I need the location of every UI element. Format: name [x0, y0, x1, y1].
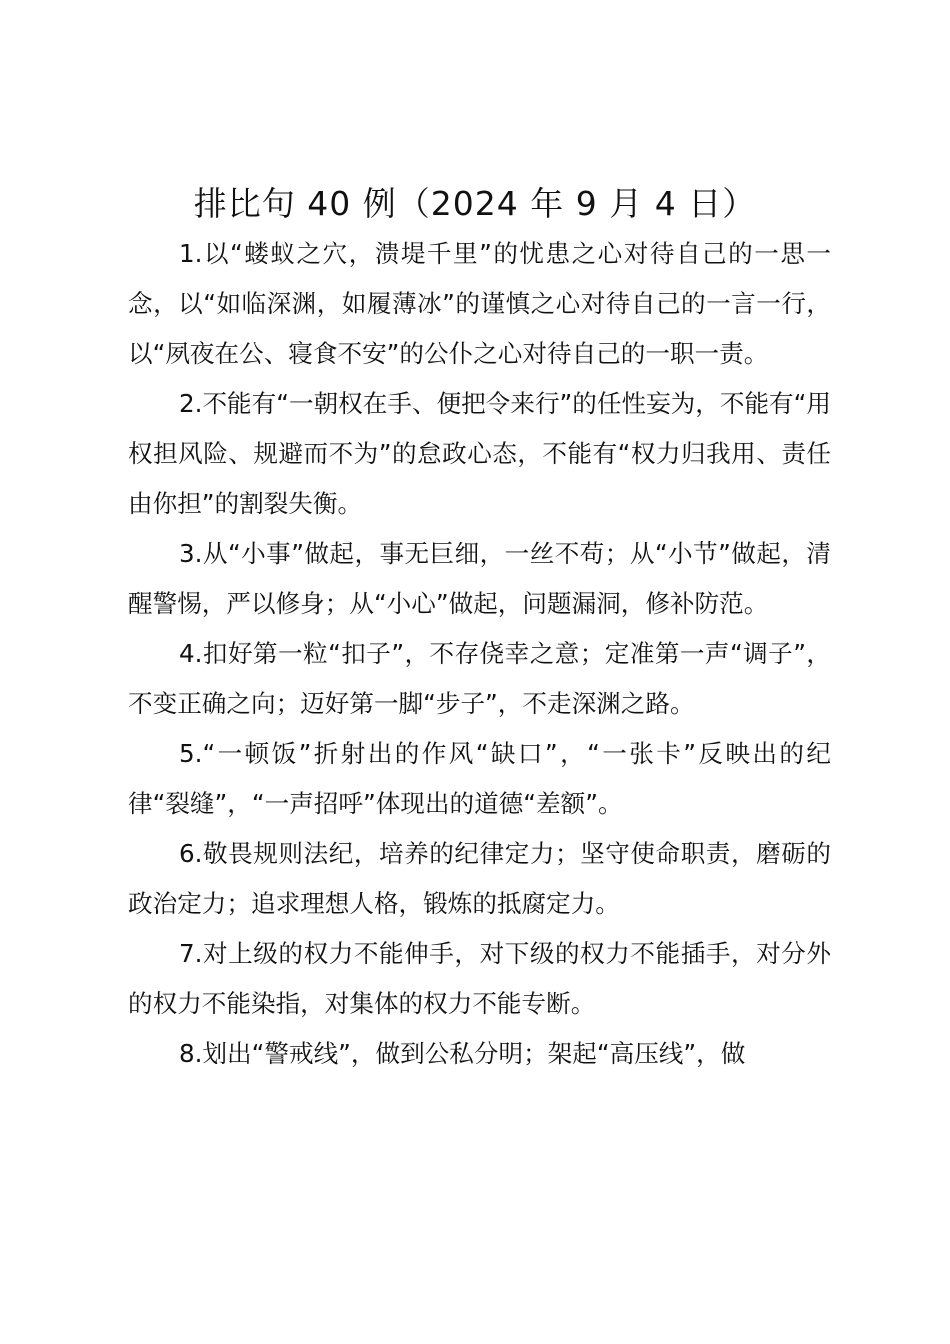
- document-title: 排比句 40 例（2024 年 9 月 4 日）: [193, 184, 757, 223]
- paragraph-8: 8.划出“警戒线”，做到公私分明；架起“高压线”，做: [179, 1039, 746, 1068]
- paragraph-1: 1.以“蝼蚁之穴，溃堤千里”的忧患之心对待自己的一思一念，以“如临深渊，如履薄冰”的谨慎之心对待自己的一言一行，以“夙夜在公、寝食不安”的公仆之心对待自己的一职一责。: [128, 239, 831, 368]
- document-body: [128, 229, 831, 1079]
- paragraph-7: 7.对上级的权力不能伸手，对下级的权力不能插手，对分外的权力不能染指，对集体的权力不能专断。: [128, 939, 831, 1018]
- paragraph-6: 6.敬畏规则法纪，培养的纪律定力；坚守使命职责，磨砺的政治定力；追求理想人格，锻炼的抵腐定力。: [128, 839, 831, 918]
- paragraph-3: 3.从“小事”做起，事无巨细，一丝不苟；从“小节”做起，清醒警惕，严以修身；从“小心”做起，问题漏洞，修补防范。: [128, 539, 831, 618]
- paragraph-4: 4.扣好第一粒“扣子”，不存侥幸之意；定准第一声“调子”，不变正确之向；迈好第一脚“步子”，不走深渊之路。: [128, 639, 831, 718]
- paragraph-2: 2.不能有“一朝权在手、便把令来行”的任性妄为，不能有“用权担风险、规避而不为”的怠政心态，不能有“权力归我用、责任由你担”的割裂失衡。: [128, 389, 831, 518]
- paragraph-5: 5.“一顿饭”折射出的作风“缺口”，“一张卡”反映出的纪律“裂缝”，“一声招呼”体现出的道德“差额”。: [128, 739, 831, 818]
